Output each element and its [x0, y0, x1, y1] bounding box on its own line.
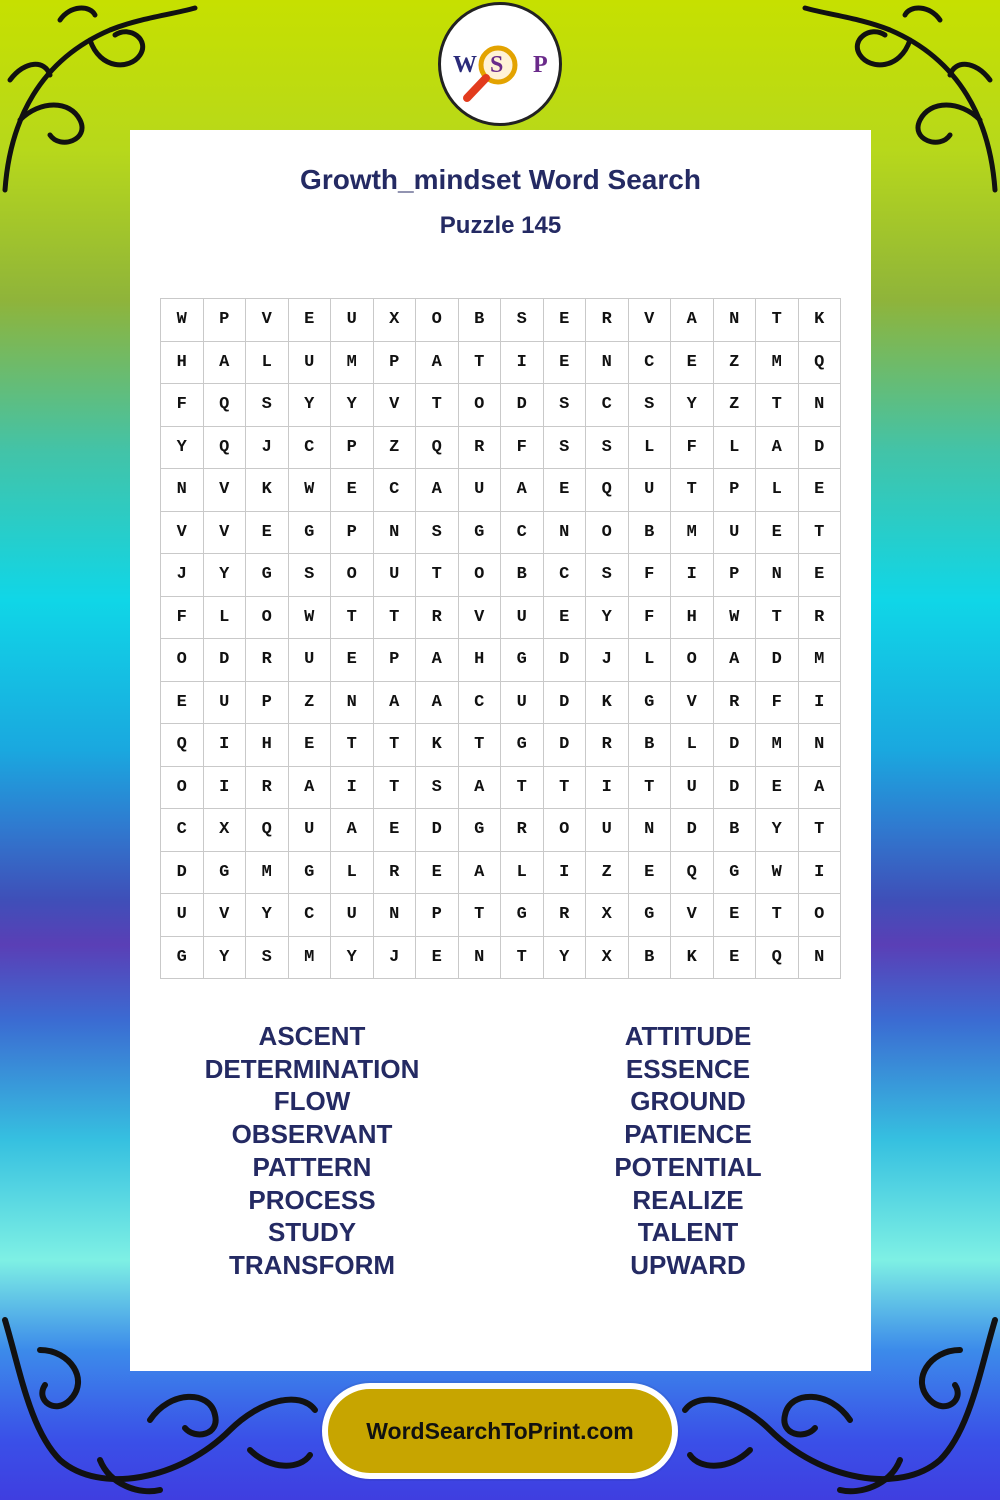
- grid-cell[interactable]: P: [246, 682, 289, 725]
- grid-cell[interactable]: T: [756, 384, 799, 427]
- grid-cell[interactable]: U: [459, 469, 502, 512]
- grid-cell[interactable]: R: [246, 639, 289, 682]
- grid-cell[interactable]: O: [161, 639, 204, 682]
- grid-cell[interactable]: A: [289, 767, 332, 810]
- grid-cell[interactable]: H: [671, 597, 714, 640]
- grid-cell[interactable]: E: [374, 809, 417, 852]
- grid-cell[interactable]: O: [586, 512, 629, 555]
- grid-cell[interactable]: G: [204, 852, 247, 895]
- grid-cell[interactable]: S: [544, 427, 587, 470]
- grid-cell[interactable]: Y: [544, 937, 587, 980]
- grid-cell[interactable]: N: [799, 384, 842, 427]
- grid-cell[interactable]: V: [671, 894, 714, 937]
- logo-letter-s: S: [490, 52, 504, 78]
- word-list-item: ASCENT: [258, 1021, 366, 1051]
- word-list-item: FLOW: [273, 1086, 351, 1117]
- grid-cell[interactable]: Z: [714, 384, 757, 427]
- grid-cell[interactable]: A: [204, 342, 247, 385]
- grid-cell[interactable]: D: [204, 639, 247, 682]
- grid-cell[interactable]: T: [629, 767, 672, 810]
- grid-cell[interactable]: S: [501, 299, 544, 342]
- grid-cell[interactable]: E: [799, 469, 842, 512]
- grid-cell[interactable]: M: [799, 639, 842, 682]
- grid-cell[interactable]: E: [756, 512, 799, 555]
- grid-cell[interactable]: E: [544, 342, 587, 385]
- grid-cell[interactable]: E: [246, 512, 289, 555]
- word-list-item: ESSENCE: [625, 1053, 751, 1084]
- grid-cell[interactable]: D: [714, 767, 757, 810]
- grid-cell[interactable]: G: [629, 682, 672, 725]
- grid-cell[interactable]: E: [161, 682, 204, 725]
- grid-cell[interactable]: A: [416, 469, 459, 512]
- grid-cell[interactable]: E: [416, 852, 459, 895]
- grid-cell[interactable]: M: [331, 342, 374, 385]
- grid-cell[interactable]: E: [714, 937, 757, 980]
- word-list-item: TALENT: [637, 1217, 739, 1248]
- grid-cell[interactable]: E: [544, 299, 587, 342]
- grid-cell[interactable]: F: [501, 427, 544, 470]
- grid-cell[interactable]: R: [374, 852, 417, 895]
- grid-cell[interactable]: K: [416, 724, 459, 767]
- grid-cell[interactable]: O: [459, 384, 502, 427]
- grid-cell[interactable]: V: [374, 384, 417, 427]
- grid-cell[interactable]: L: [756, 469, 799, 512]
- grid-cell[interactable]: E: [331, 469, 374, 512]
- word-list-item: TRANSFORM: [228, 1249, 396, 1280]
- grid-cell[interactable]: I: [501, 342, 544, 385]
- grid-cell[interactable]: U: [714, 512, 757, 555]
- grid-cell[interactable]: C: [629, 342, 672, 385]
- grid-cell[interactable]: O: [246, 597, 289, 640]
- word-list-item: PROCESS: [248, 1184, 376, 1215]
- grid-cell[interactable]: N: [756, 554, 799, 597]
- grid-cell[interactable]: R: [416, 597, 459, 640]
- grid-cell[interactable]: X: [374, 299, 417, 342]
- grid-cell[interactable]: A: [756, 427, 799, 470]
- grid-cell[interactable]: D: [544, 639, 587, 682]
- grid-cell[interactable]: A: [374, 682, 417, 725]
- grid-cell[interactable]: M: [246, 852, 289, 895]
- grid-cell[interactable]: P: [331, 427, 374, 470]
- grid-cell[interactable]: Q: [799, 342, 842, 385]
- grid-cell[interactable]: D: [416, 809, 459, 852]
- grid-cell[interactable]: Q: [204, 384, 247, 427]
- word-list-right: [538, 1020, 838, 1282]
- grid-cell[interactable]: V: [204, 512, 247, 555]
- grid-cell[interactable]: K: [799, 299, 842, 342]
- grid-cell[interactable]: E: [289, 724, 332, 767]
- grid-cell[interactable]: K: [671, 937, 714, 980]
- grid-cell[interactable]: Y: [586, 597, 629, 640]
- grid-cell[interactable]: R: [586, 724, 629, 767]
- grid-cell[interactable]: B: [714, 809, 757, 852]
- grid-cell[interactable]: V: [459, 597, 502, 640]
- grid-cell[interactable]: O: [161, 767, 204, 810]
- grid-cell[interactable]: Y: [289, 384, 332, 427]
- grid-cell[interactable]: N: [799, 937, 842, 980]
- grid-cell[interactable]: O: [331, 554, 374, 597]
- grid-cell[interactable]: U: [204, 682, 247, 725]
- grid-cell[interactable]: Q: [416, 427, 459, 470]
- grid-cell[interactable]: E: [799, 554, 842, 597]
- grid-cell[interactable]: W: [289, 597, 332, 640]
- grid-cell[interactable]: J: [246, 427, 289, 470]
- grid-cell[interactable]: M: [289, 937, 332, 980]
- grid-cell[interactable]: R: [459, 427, 502, 470]
- grid-cell[interactable]: L: [714, 427, 757, 470]
- grid-cell[interactable]: E: [331, 639, 374, 682]
- grid-cell[interactable]: G: [289, 512, 332, 555]
- grid-cell[interactable]: N: [799, 724, 842, 767]
- grid-cell[interactable]: I: [331, 767, 374, 810]
- grid-cell[interactable]: E: [671, 342, 714, 385]
- grid-cell[interactable]: L: [501, 852, 544, 895]
- grid-cell[interactable]: C: [586, 384, 629, 427]
- grid-cell[interactable]: D: [671, 809, 714, 852]
- grid-cell[interactable]: M: [756, 724, 799, 767]
- grid-cell[interactable]: G: [501, 724, 544, 767]
- grid-cell[interactable]: O: [416, 299, 459, 342]
- grid-cell[interactable]: P: [714, 469, 757, 512]
- word-list-item: POTENTIAL: [614, 1151, 762, 1182]
- grid-cell[interactable]: Y: [204, 554, 247, 597]
- grid-cell[interactable]: V: [204, 469, 247, 512]
- word-list-item: PATIENCE: [624, 1119, 752, 1150]
- grid-cell[interactable]: C: [544, 554, 587, 597]
- logo-letter-p: P: [533, 52, 548, 78]
- grid-cell[interactable]: T: [501, 767, 544, 810]
- grid-cell[interactable]: R: [501, 809, 544, 852]
- grid-cell[interactable]: C: [459, 682, 502, 725]
- site-link-button[interactable]: WordSearchToPrint.com: [322, 1383, 678, 1479]
- grid-cell[interactable]: S: [544, 384, 587, 427]
- grid-cell[interactable]: C: [161, 809, 204, 852]
- grid-cell[interactable]: U: [289, 342, 332, 385]
- grid-cell[interactable]: T: [459, 724, 502, 767]
- grid-cell[interactable]: Y: [161, 427, 204, 470]
- wsp-logo: [438, 2, 562, 126]
- grid-cell[interactable]: B: [501, 554, 544, 597]
- grid-cell[interactable]: S: [586, 427, 629, 470]
- grid-cell[interactable]: N: [586, 342, 629, 385]
- grid-cell[interactable]: B: [629, 724, 672, 767]
- grid-cell[interactable]: T: [501, 937, 544, 980]
- grid-cell[interactable]: J: [586, 639, 629, 682]
- grid-cell[interactable]: U: [331, 299, 374, 342]
- grid-cell[interactable]: I: [204, 767, 247, 810]
- grid-cell[interactable]: T: [756, 894, 799, 937]
- grid-cell[interactable]: U: [501, 682, 544, 725]
- grid-cell[interactable]: W: [289, 469, 332, 512]
- word-list-item: GROUND: [630, 1086, 746, 1117]
- grid-cell[interactable]: T: [459, 894, 502, 937]
- grid-cell[interactable]: Z: [714, 342, 757, 385]
- word-list-item: OBSERVANT: [231, 1119, 393, 1150]
- grid-cell[interactable]: C: [501, 512, 544, 555]
- grid-cell[interactable]: V: [204, 894, 247, 937]
- grid-cell[interactable]: C: [374, 469, 417, 512]
- grid-cell[interactable]: G: [459, 809, 502, 852]
- grid-cell[interactable]: N: [714, 299, 757, 342]
- grid-cell[interactable]: O: [459, 554, 502, 597]
- word-list-item: UPWARD: [630, 1249, 746, 1280]
- grid-cell[interactable]: X: [586, 937, 629, 980]
- grid-cell[interactable]: I: [204, 724, 247, 767]
- grid-cell[interactable]: H: [246, 724, 289, 767]
- grid-cell[interactable]: O: [671, 639, 714, 682]
- grid-cell[interactable]: C: [289, 427, 332, 470]
- grid-cell[interactable]: I: [799, 682, 842, 725]
- grid-cell[interactable]: D: [799, 427, 842, 470]
- grid-cell[interactable]: T: [374, 724, 417, 767]
- grid-cell[interactable]: G: [501, 639, 544, 682]
- grid-cell[interactable]: T: [331, 724, 374, 767]
- grid-cell[interactable]: T: [331, 597, 374, 640]
- letter-grid: [160, 298, 841, 979]
- grid-cell[interactable]: Z: [289, 682, 332, 725]
- grid-cell[interactable]: P: [374, 342, 417, 385]
- grid-cell[interactable]: U: [501, 597, 544, 640]
- grid-cell[interactable]: F: [161, 597, 204, 640]
- grid-cell[interactable]: Q: [161, 724, 204, 767]
- grid-cell[interactable]: Y: [331, 937, 374, 980]
- grid-cell[interactable]: W: [714, 597, 757, 640]
- grid-cell[interactable]: J: [374, 937, 417, 980]
- grid-cell[interactable]: G: [501, 894, 544, 937]
- puzzle-number: Puzzle 145: [439, 212, 562, 239]
- word-list-item: PATTERN: [252, 1151, 372, 1182]
- puzzle-sheet: [130, 130, 871, 1371]
- grid-cell[interactable]: I: [671, 554, 714, 597]
- grid-cell[interactable]: F: [161, 384, 204, 427]
- grid-cell[interactable]: U: [289, 809, 332, 852]
- grid-cell[interactable]: N: [331, 682, 374, 725]
- grid-cell[interactable]: U: [289, 639, 332, 682]
- grid-cell[interactable]: T: [416, 384, 459, 427]
- grid-cell[interactable]: R: [544, 894, 587, 937]
- grid-cell[interactable]: V: [629, 299, 672, 342]
- grid-cell[interactable]: A: [799, 767, 842, 810]
- grid-cell[interactable]: U: [586, 809, 629, 852]
- grid-cell[interactable]: E: [416, 937, 459, 980]
- grid-cell[interactable]: N: [629, 809, 672, 852]
- grid-cell[interactable]: W: [161, 299, 204, 342]
- grid-cell[interactable]: T: [799, 809, 842, 852]
- grid-cell[interactable]: B: [459, 299, 502, 342]
- grid-cell[interactable]: B: [629, 937, 672, 980]
- grid-cell[interactable]: E: [289, 299, 332, 342]
- grid-cell[interactable]: V: [161, 512, 204, 555]
- grid-cell[interactable]: G: [629, 894, 672, 937]
- grid-cell[interactable]: W: [756, 852, 799, 895]
- grid-cell[interactable]: K: [246, 469, 289, 512]
- grid-cell[interactable]: L: [629, 427, 672, 470]
- grid-cell[interactable]: Q: [756, 937, 799, 980]
- grid-cell[interactable]: N: [459, 937, 502, 980]
- grid-cell[interactable]: S: [246, 937, 289, 980]
- grid-cell[interactable]: S: [289, 554, 332, 597]
- grid-cell[interactable]: T: [459, 342, 502, 385]
- grid-cell[interactable]: A: [331, 809, 374, 852]
- grid-cell[interactable]: Q: [586, 469, 629, 512]
- grid-cell[interactable]: V: [246, 299, 289, 342]
- grid-cell[interactable]: P: [714, 554, 757, 597]
- grid-cell[interactable]: D: [544, 724, 587, 767]
- grid-cell[interactable]: A: [416, 639, 459, 682]
- word-list-item: DETERMINATION: [204, 1053, 420, 1084]
- grid-cell[interactable]: R: [246, 767, 289, 810]
- grid-cell[interactable]: J: [161, 554, 204, 597]
- grid-cell[interactable]: Q: [204, 427, 247, 470]
- grid-cell[interactable]: G: [714, 852, 757, 895]
- grid-cell[interactable]: P: [374, 639, 417, 682]
- grid-cell[interactable]: N: [374, 512, 417, 555]
- grid-cell[interactable]: A: [714, 639, 757, 682]
- grid-cell[interactable]: F: [629, 554, 672, 597]
- grid-cell[interactable]: E: [714, 894, 757, 937]
- grid-cell[interactable]: Z: [586, 852, 629, 895]
- grid-cell[interactable]: A: [416, 682, 459, 725]
- grid-cell[interactable]: U: [331, 894, 374, 937]
- grid-cell[interactable]: Y: [331, 384, 374, 427]
- grid-cell[interactable]: T: [671, 469, 714, 512]
- word-list-item: ATTITUDE: [624, 1021, 752, 1051]
- grid-cell[interactable]: I: [799, 852, 842, 895]
- grid-cell[interactable]: S: [629, 384, 672, 427]
- grid-cell[interactable]: Y: [671, 384, 714, 427]
- grid-cell[interactable]: U: [629, 469, 672, 512]
- grid-cell[interactable]: P: [331, 512, 374, 555]
- grid-cell[interactable]: T: [756, 299, 799, 342]
- grid-cell[interactable]: T: [374, 767, 417, 810]
- grid-cell[interactable]: T: [756, 597, 799, 640]
- grid-cell[interactable]: G: [246, 554, 289, 597]
- grid-cell[interactable]: L: [246, 342, 289, 385]
- word-list-item: STUDY: [267, 1217, 357, 1248]
- grid-cell[interactable]: N: [161, 469, 204, 512]
- grid-cell[interactable]: L: [331, 852, 374, 895]
- grid-cell[interactable]: E: [544, 469, 587, 512]
- grid-cell[interactable]: U: [671, 767, 714, 810]
- grid-cell[interactable]: O: [544, 809, 587, 852]
- grid-cell[interactable]: T: [416, 554, 459, 597]
- grid-cell[interactable]: A: [501, 469, 544, 512]
- grid-cell[interactable]: P: [204, 299, 247, 342]
- grid-cell[interactable]: Y: [756, 809, 799, 852]
- grid-cell[interactable]: D: [756, 639, 799, 682]
- grid-cell[interactable]: T: [544, 767, 587, 810]
- grid-cell[interactable]: A: [671, 299, 714, 342]
- grid-cell[interactable]: E: [756, 767, 799, 810]
- grid-cell[interactable]: Y: [246, 894, 289, 937]
- grid-cell[interactable]: U: [374, 554, 417, 597]
- grid-cell[interactable]: C: [289, 894, 332, 937]
- grid-cell[interactable]: F: [756, 682, 799, 725]
- grid-cell[interactable]: L: [671, 724, 714, 767]
- grid-cell[interactable]: U: [161, 894, 204, 937]
- word-list-left: [162, 1020, 462, 1282]
- grid-cell[interactable]: G: [289, 852, 332, 895]
- word-list-item: REALIZE: [632, 1184, 744, 1215]
- grid-cell[interactable]: M: [671, 512, 714, 555]
- grid-cell[interactable]: R: [799, 597, 842, 640]
- grid-cell[interactable]: D: [544, 682, 587, 725]
- grid-cell[interactable]: P: [416, 894, 459, 937]
- grid-cell[interactable]: Q: [246, 809, 289, 852]
- grid-cell[interactable]: N: [544, 512, 587, 555]
- grid-cell[interactable]: K: [586, 682, 629, 725]
- grid-cell[interactable]: G: [161, 937, 204, 980]
- grid-cell[interactable]: N: [374, 894, 417, 937]
- grid-cell[interactable]: B: [629, 512, 672, 555]
- grid-cell[interactable]: D: [501, 384, 544, 427]
- grid-cell[interactable]: X: [586, 894, 629, 937]
- grid-cell[interactable]: E: [629, 852, 672, 895]
- grid-cell[interactable]: L: [629, 639, 672, 682]
- grid-cell[interactable]: S: [586, 554, 629, 597]
- grid-cell[interactable]: Y: [204, 937, 247, 980]
- grid-cell[interactable]: F: [629, 597, 672, 640]
- grid-cell[interactable]: T: [799, 512, 842, 555]
- grid-cell[interactable]: I: [586, 767, 629, 810]
- grid-cell[interactable]: Z: [374, 427, 417, 470]
- puzzle-title: Growth_mindset Word Search: [300, 164, 701, 195]
- grid-cell[interactable]: R: [586, 299, 629, 342]
- grid-cell[interactable]: O: [799, 894, 842, 937]
- grid-cell[interactable]: H: [459, 639, 502, 682]
- grid-cell[interactable]: V: [671, 682, 714, 725]
- grid-cell[interactable]: D: [714, 724, 757, 767]
- grid-cell[interactable]: Q: [671, 852, 714, 895]
- grid-cell[interactable]: E: [544, 597, 587, 640]
- grid-cell[interactable]: S: [246, 384, 289, 427]
- grid-cell[interactable]: A: [459, 852, 502, 895]
- grid-cell[interactable]: S: [416, 767, 459, 810]
- grid-cell[interactable]: F: [671, 427, 714, 470]
- grid-cell[interactable]: R: [714, 682, 757, 725]
- grid-cell[interactable]: M: [756, 342, 799, 385]
- grid-cell[interactable]: L: [204, 597, 247, 640]
- grid-cell[interactable]: X: [204, 809, 247, 852]
- grid-cell[interactable]: A: [459, 767, 502, 810]
- grid-cell[interactable]: H: [161, 342, 204, 385]
- grid-cell[interactable]: D: [161, 852, 204, 895]
- grid-cell[interactable]: T: [374, 597, 417, 640]
- grid-cell[interactable]: A: [416, 342, 459, 385]
- grid-cell[interactable]: G: [459, 512, 502, 555]
- grid-cell[interactable]: S: [416, 512, 459, 555]
- logo-letter-w: W: [453, 52, 477, 78]
- grid-cell[interactable]: I: [544, 852, 587, 895]
